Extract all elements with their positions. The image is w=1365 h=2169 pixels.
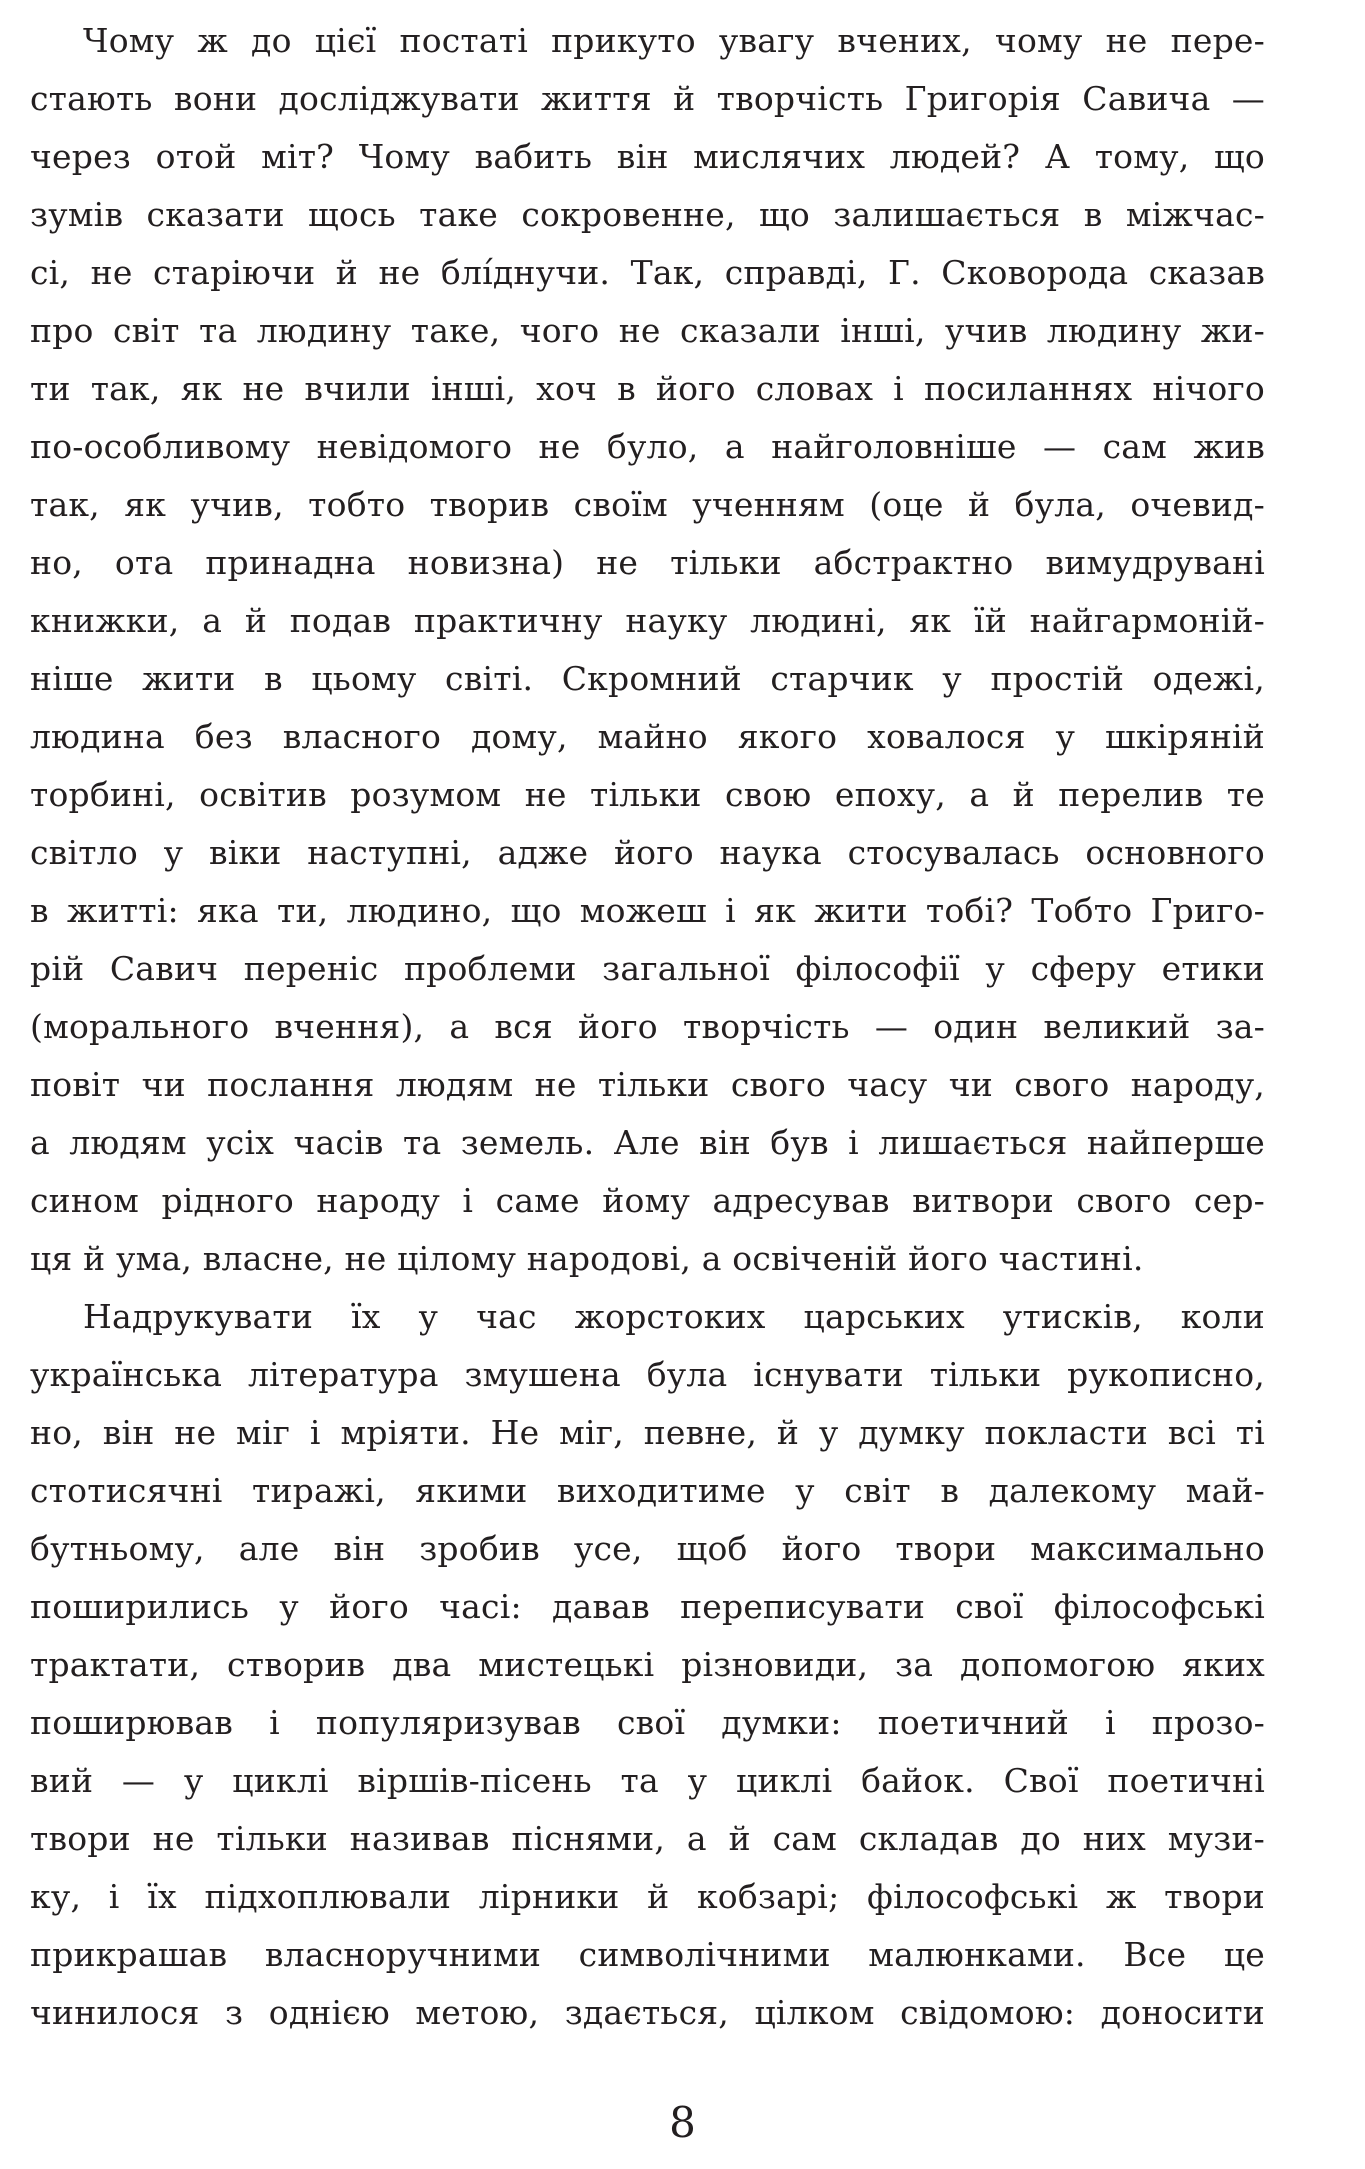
paragraph-1-line: (морального вчення), а вся його творчість — один великий за- [30,1007,1265,1046]
paragraph-1-line: Чому ж до цієї постаті прикуто увагу вчених, чому не пере- [83,21,1265,60]
paragraph-2-line: но, він не міг і мріяти. Не міг, певне, й у думку покласти всі ті [30,1413,1265,1452]
paragraph-1-line: рій Савич переніс проблеми загальної філософії у сферу етики [30,949,1265,988]
paragraph-2-line: ку, і їх підхоплювали лірники й кобзарі; філософські ж твори [30,1877,1265,1916]
paragraph-1-line: сином рідного народу і саме йому адресував витвори свого сер- [30,1181,1265,1220]
paragraph-1-line: книжки, а й подав практичну науку людині, як їй найгармоній- [30,601,1265,640]
paragraph-1-line: а людям усіх часів та земель. Але він був і лишається найперше [30,1123,1265,1162]
paragraph-1-line: торбині, освітив розумом не тільки свою епоху, а й перелив те [30,775,1265,814]
paragraph-2-line: твори не тільки називав піснями, а й сам складав до них музи- [30,1819,1265,1858]
paragraph-2-line: вий — у циклі віршів-пісень та у циклі байок. Свої поетичні [30,1761,1265,1800]
paragraph-1-line: по-особливому невідомого не було, а найголовніше — сам жив [30,427,1265,466]
paragraph-1-line: про світ та людину таке, чого не сказали інші, учив людину жи- [30,311,1265,350]
paragraph-2-line: чинилося з однією метою, здається, цілком свідомою: доносити [30,1993,1265,2032]
paragraph-2-line: поширились у його часі: давав переписувати свої філософські [30,1587,1265,1626]
paragraph-1-line: стають вони досліджувати життя й творчість Григорія Савича — [30,79,1265,118]
paragraph-1-line: в житті: яка ти, людино, що можеш і як жити тобі? Тобто Григо- [30,891,1265,930]
paragraph-1-line: через отой міт? Чому вабить він мислячих людей? А тому, що [30,137,1265,176]
paragraph-1-line: повіт чи послання людям не тільки свого часу чи свого народу, [30,1065,1265,1104]
page-number: 8 [669,2098,696,2147]
paragraph-1-line: сі, не старіючи й не блíднучи. Так, справді, Г. Сковорода сказав [30,253,1265,292]
paragraph-1-line: зумів сказати щось таке сокровенне, що залишається в міжчас- [30,195,1265,234]
paragraph-2-line: прикрашав власноручними символічними малюнками. Все це [30,1935,1265,1974]
paragraph-1-line: ти так, як не вчили інші, хоч в його словах і посиланнях нічого [30,369,1265,408]
paragraph-1-line: людина без власного дому, майно якого ховалося у шкіряній [30,717,1265,756]
paragraph-2-line: стотисячні тиражі, якими виходитиме у світ в далекому май- [30,1471,1265,1510]
paragraph-1-line: ніше жити в цьому світі. Скромний старчик у простій одежі, [30,659,1265,698]
paragraph-2-line: Надрукувати їх у час жорстоких царських утисків, коли [83,1297,1265,1336]
paragraph-2-line: бутньому, але він зробив усе, щоб його твори максимально [30,1529,1265,1568]
paragraph-2-line: українська література змушена була існувати тільки рукописно, [30,1355,1265,1394]
paragraph-1-line: світло у віки наступні, адже його наука стосувалась основного [30,833,1265,872]
body-text [30,12,1265,2042]
paragraph-2-line: поширював і популяризував свої думки: поетичний і прозо- [30,1703,1265,1742]
paragraph-2-line: трактати, створив два мистецькі різновиди, за допомогою яких [30,1645,1265,1684]
paragraph-1-line: ця й ума, власне, не цілому народові, а освіченій його частині. [30,1239,1144,1278]
paragraph-1-line: так, як учив, тобто творив своїм ученням (оце й була, очевид- [30,485,1265,524]
paragraph-1-line: но, ота принадна новизна) не тільки абстрактно вимудрувані [30,543,1265,582]
